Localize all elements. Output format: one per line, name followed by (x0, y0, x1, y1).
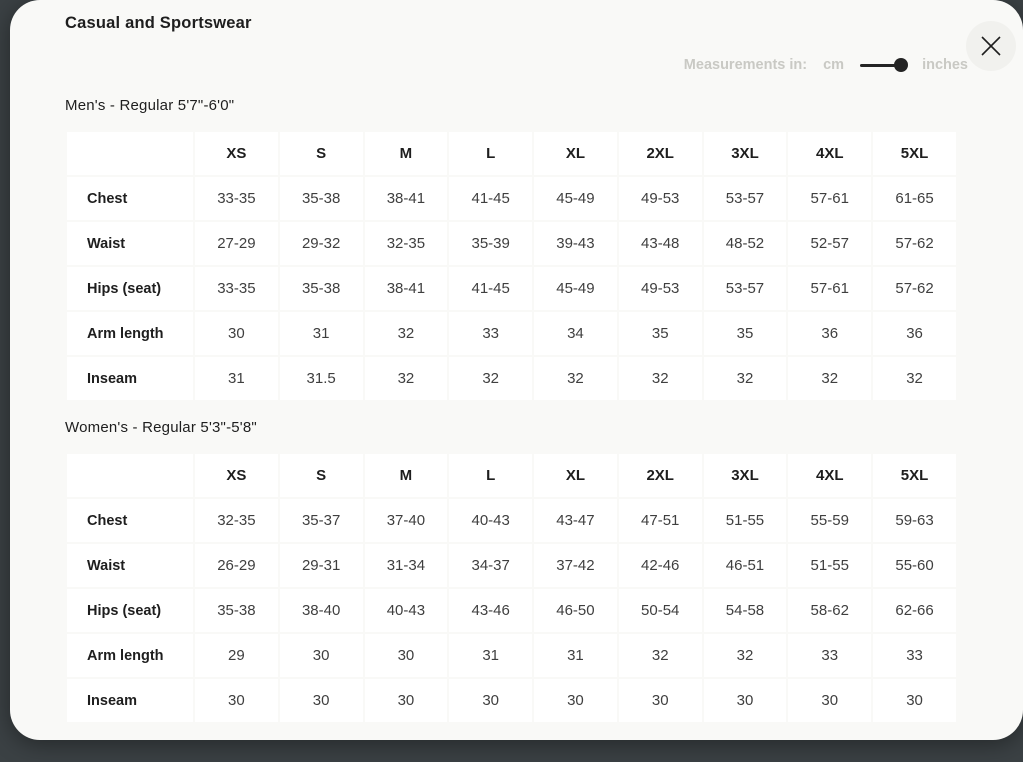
size-value-cell: 47-51 (619, 499, 702, 542)
unit-toggle-label: Measurements in: (683, 57, 808, 73)
size-value-cell: 32 (365, 312, 448, 355)
table-row (67, 357, 956, 400)
table-row (67, 544, 956, 587)
size-value-cell: 32 (619, 357, 702, 400)
size-column-header: XL (534, 454, 617, 497)
size-column-header: 5XL (873, 132, 956, 175)
size-column-header: XL (534, 132, 617, 175)
size-value-cell: 35-39 (449, 222, 532, 265)
size-value-cell: 35 (619, 312, 702, 355)
size-value-cell: 29-32 (280, 222, 363, 265)
size-value-cell: 50-54 (619, 589, 702, 632)
size-value-cell: 30 (449, 679, 532, 722)
size-value-cell: 43-47 (534, 499, 617, 542)
size-value-cell: 53-57 (704, 177, 787, 220)
size-column-header: 2XL (619, 454, 702, 497)
size-value-cell: 48-52 (704, 222, 787, 265)
row-label: Arm length (67, 634, 193, 677)
close-icon (979, 34, 1003, 58)
size-table (65, 130, 958, 402)
slider-knob[interactable] (894, 58, 908, 72)
close-button[interactable] (966, 21, 1016, 71)
corner-cell (67, 132, 193, 175)
size-value-cell: 35 (704, 312, 787, 355)
unit-toggle-slider[interactable] (860, 58, 906, 72)
section-heading: Men's - Regular 5'7"-6'0" (65, 97, 235, 114)
row-label: Chest (67, 177, 193, 220)
table-row (67, 177, 956, 220)
size-chart-modal (10, 0, 1023, 740)
size-value-cell: 41-45 (449, 177, 532, 220)
size-value-cell: 32 (704, 357, 787, 400)
size-value-cell: 33 (788, 634, 871, 677)
size-value-cell: 38-41 (365, 267, 448, 310)
row-label: Chest (67, 499, 193, 542)
size-value-cell: 49-53 (619, 267, 702, 310)
size-value-cell: 51-55 (788, 544, 871, 587)
size-value-cell: 41-45 (449, 267, 532, 310)
size-value-cell: 33-35 (195, 177, 278, 220)
size-value-cell: 35-38 (195, 589, 278, 632)
size-value-cell: 59-63 (873, 499, 956, 542)
size-value-cell: 35-38 (280, 267, 363, 310)
size-value-cell: 30 (280, 679, 363, 722)
size-value-cell: 30 (873, 679, 956, 722)
table-row (67, 589, 956, 632)
size-value-cell: 31 (449, 634, 532, 677)
size-value-cell: 32 (704, 634, 787, 677)
table-row (67, 222, 956, 265)
table-row (67, 267, 956, 310)
size-column-header: L (449, 454, 532, 497)
size-value-cell: 31 (280, 312, 363, 355)
size-value-cell: 62-66 (873, 589, 956, 632)
size-value-cell: 35-37 (280, 499, 363, 542)
size-value-cell: 31 (534, 634, 617, 677)
size-value-cell: 45-49 (534, 177, 617, 220)
size-value-cell: 37-40 (365, 499, 448, 542)
size-value-cell: 30 (195, 679, 278, 722)
unit-option-cm[interactable]: cm (823, 57, 845, 73)
size-column-header: XS (195, 132, 278, 175)
size-value-cell: 57-61 (788, 267, 871, 310)
size-column-header: 3XL (704, 454, 787, 497)
size-column-header: 4XL (788, 132, 871, 175)
table-row (67, 312, 956, 355)
row-label: Hips (seat) (67, 267, 193, 310)
size-value-cell: 55-60 (873, 544, 956, 587)
size-value-cell: 30 (704, 679, 787, 722)
size-value-cell: 32 (449, 357, 532, 400)
row-label: Waist (67, 222, 193, 265)
unit-option-inches[interactable]: inches (922, 57, 968, 73)
row-label: Waist (67, 544, 193, 587)
size-value-cell: 53-57 (704, 267, 787, 310)
size-value-cell: 29-31 (280, 544, 363, 587)
size-value-cell: 36 (788, 312, 871, 355)
size-value-cell: 31.5 (280, 357, 363, 400)
size-value-cell: 33 (449, 312, 532, 355)
size-value-cell: 30 (365, 679, 448, 722)
size-value-cell: 57-61 (788, 177, 871, 220)
table-row (67, 499, 956, 542)
size-value-cell: 38-40 (280, 589, 363, 632)
size-value-cell: 33-35 (195, 267, 278, 310)
size-value-cell: 40-43 (449, 499, 532, 542)
size-value-cell: 31-34 (365, 544, 448, 587)
size-column-header: S (280, 454, 363, 497)
size-table (65, 452, 958, 724)
table-row (67, 679, 956, 722)
size-value-cell: 34-37 (449, 544, 532, 587)
section-heading: Women's - Regular 5'3"-5'8" (65, 419, 257, 436)
size-value-cell: 57-62 (873, 222, 956, 265)
size-column-header: 4XL (788, 454, 871, 497)
size-column-header: 3XL (704, 132, 787, 175)
size-value-cell: 30 (534, 679, 617, 722)
size-value-cell: 31 (195, 357, 278, 400)
size-value-cell: 26-29 (195, 544, 278, 587)
size-value-cell: 32-35 (195, 499, 278, 542)
size-value-cell: 39-43 (534, 222, 617, 265)
size-value-cell: 32 (365, 357, 448, 400)
size-column-header: S (280, 132, 363, 175)
size-column-header: M (365, 454, 448, 497)
size-value-cell: 37-42 (534, 544, 617, 587)
size-value-cell: 32 (873, 357, 956, 400)
size-value-cell: 49-53 (619, 177, 702, 220)
size-value-cell: 27-29 (195, 222, 278, 265)
size-value-cell: 43-48 (619, 222, 702, 265)
table-header-row (67, 454, 956, 497)
size-value-cell: 54-58 (704, 589, 787, 632)
size-value-cell: 36 (873, 312, 956, 355)
size-value-cell: 30 (788, 679, 871, 722)
size-value-cell: 32 (534, 357, 617, 400)
size-value-cell: 33 (873, 634, 956, 677)
page-title: Casual and Sportswear (65, 14, 252, 32)
size-value-cell: 30 (280, 634, 363, 677)
size-value-cell: 42-46 (619, 544, 702, 587)
size-column-header: XS (195, 454, 278, 497)
row-label: Inseam (67, 357, 193, 400)
size-value-cell: 51-55 (704, 499, 787, 542)
size-value-cell: 32 (619, 634, 702, 677)
row-label: Inseam (67, 679, 193, 722)
table-header-row (67, 132, 956, 175)
corner-cell (67, 454, 193, 497)
size-value-cell: 46-51 (704, 544, 787, 587)
size-value-cell: 58-62 (788, 589, 871, 632)
size-chart-sections (65, 96, 958, 740)
size-value-cell: 46-50 (534, 589, 617, 632)
size-value-cell: 52-57 (788, 222, 871, 265)
size-value-cell: 30 (619, 679, 702, 722)
size-value-cell: 30 (195, 312, 278, 355)
size-column-header: M (365, 132, 448, 175)
size-value-cell: 34 (534, 312, 617, 355)
row-label: Arm length (67, 312, 193, 355)
size-value-cell: 61-65 (873, 177, 956, 220)
size-value-cell: 29 (195, 634, 278, 677)
size-column-header: 5XL (873, 454, 956, 497)
size-value-cell: 32 (788, 357, 871, 400)
size-value-cell: 57-62 (873, 267, 956, 310)
measurement-unit-toggle (684, 57, 968, 73)
row-label: Hips (seat) (67, 589, 193, 632)
size-value-cell: 55-59 (788, 499, 871, 542)
table-row (67, 634, 956, 677)
size-value-cell: 35-38 (280, 177, 363, 220)
size-column-header: L (449, 132, 532, 175)
size-value-cell: 32-35 (365, 222, 448, 265)
size-column-header: 2XL (619, 132, 702, 175)
size-value-cell: 30 (365, 634, 448, 677)
size-value-cell: 45-49 (534, 267, 617, 310)
size-value-cell: 38-41 (365, 177, 448, 220)
size-value-cell: 40-43 (365, 589, 448, 632)
size-value-cell: 43-46 (449, 589, 532, 632)
